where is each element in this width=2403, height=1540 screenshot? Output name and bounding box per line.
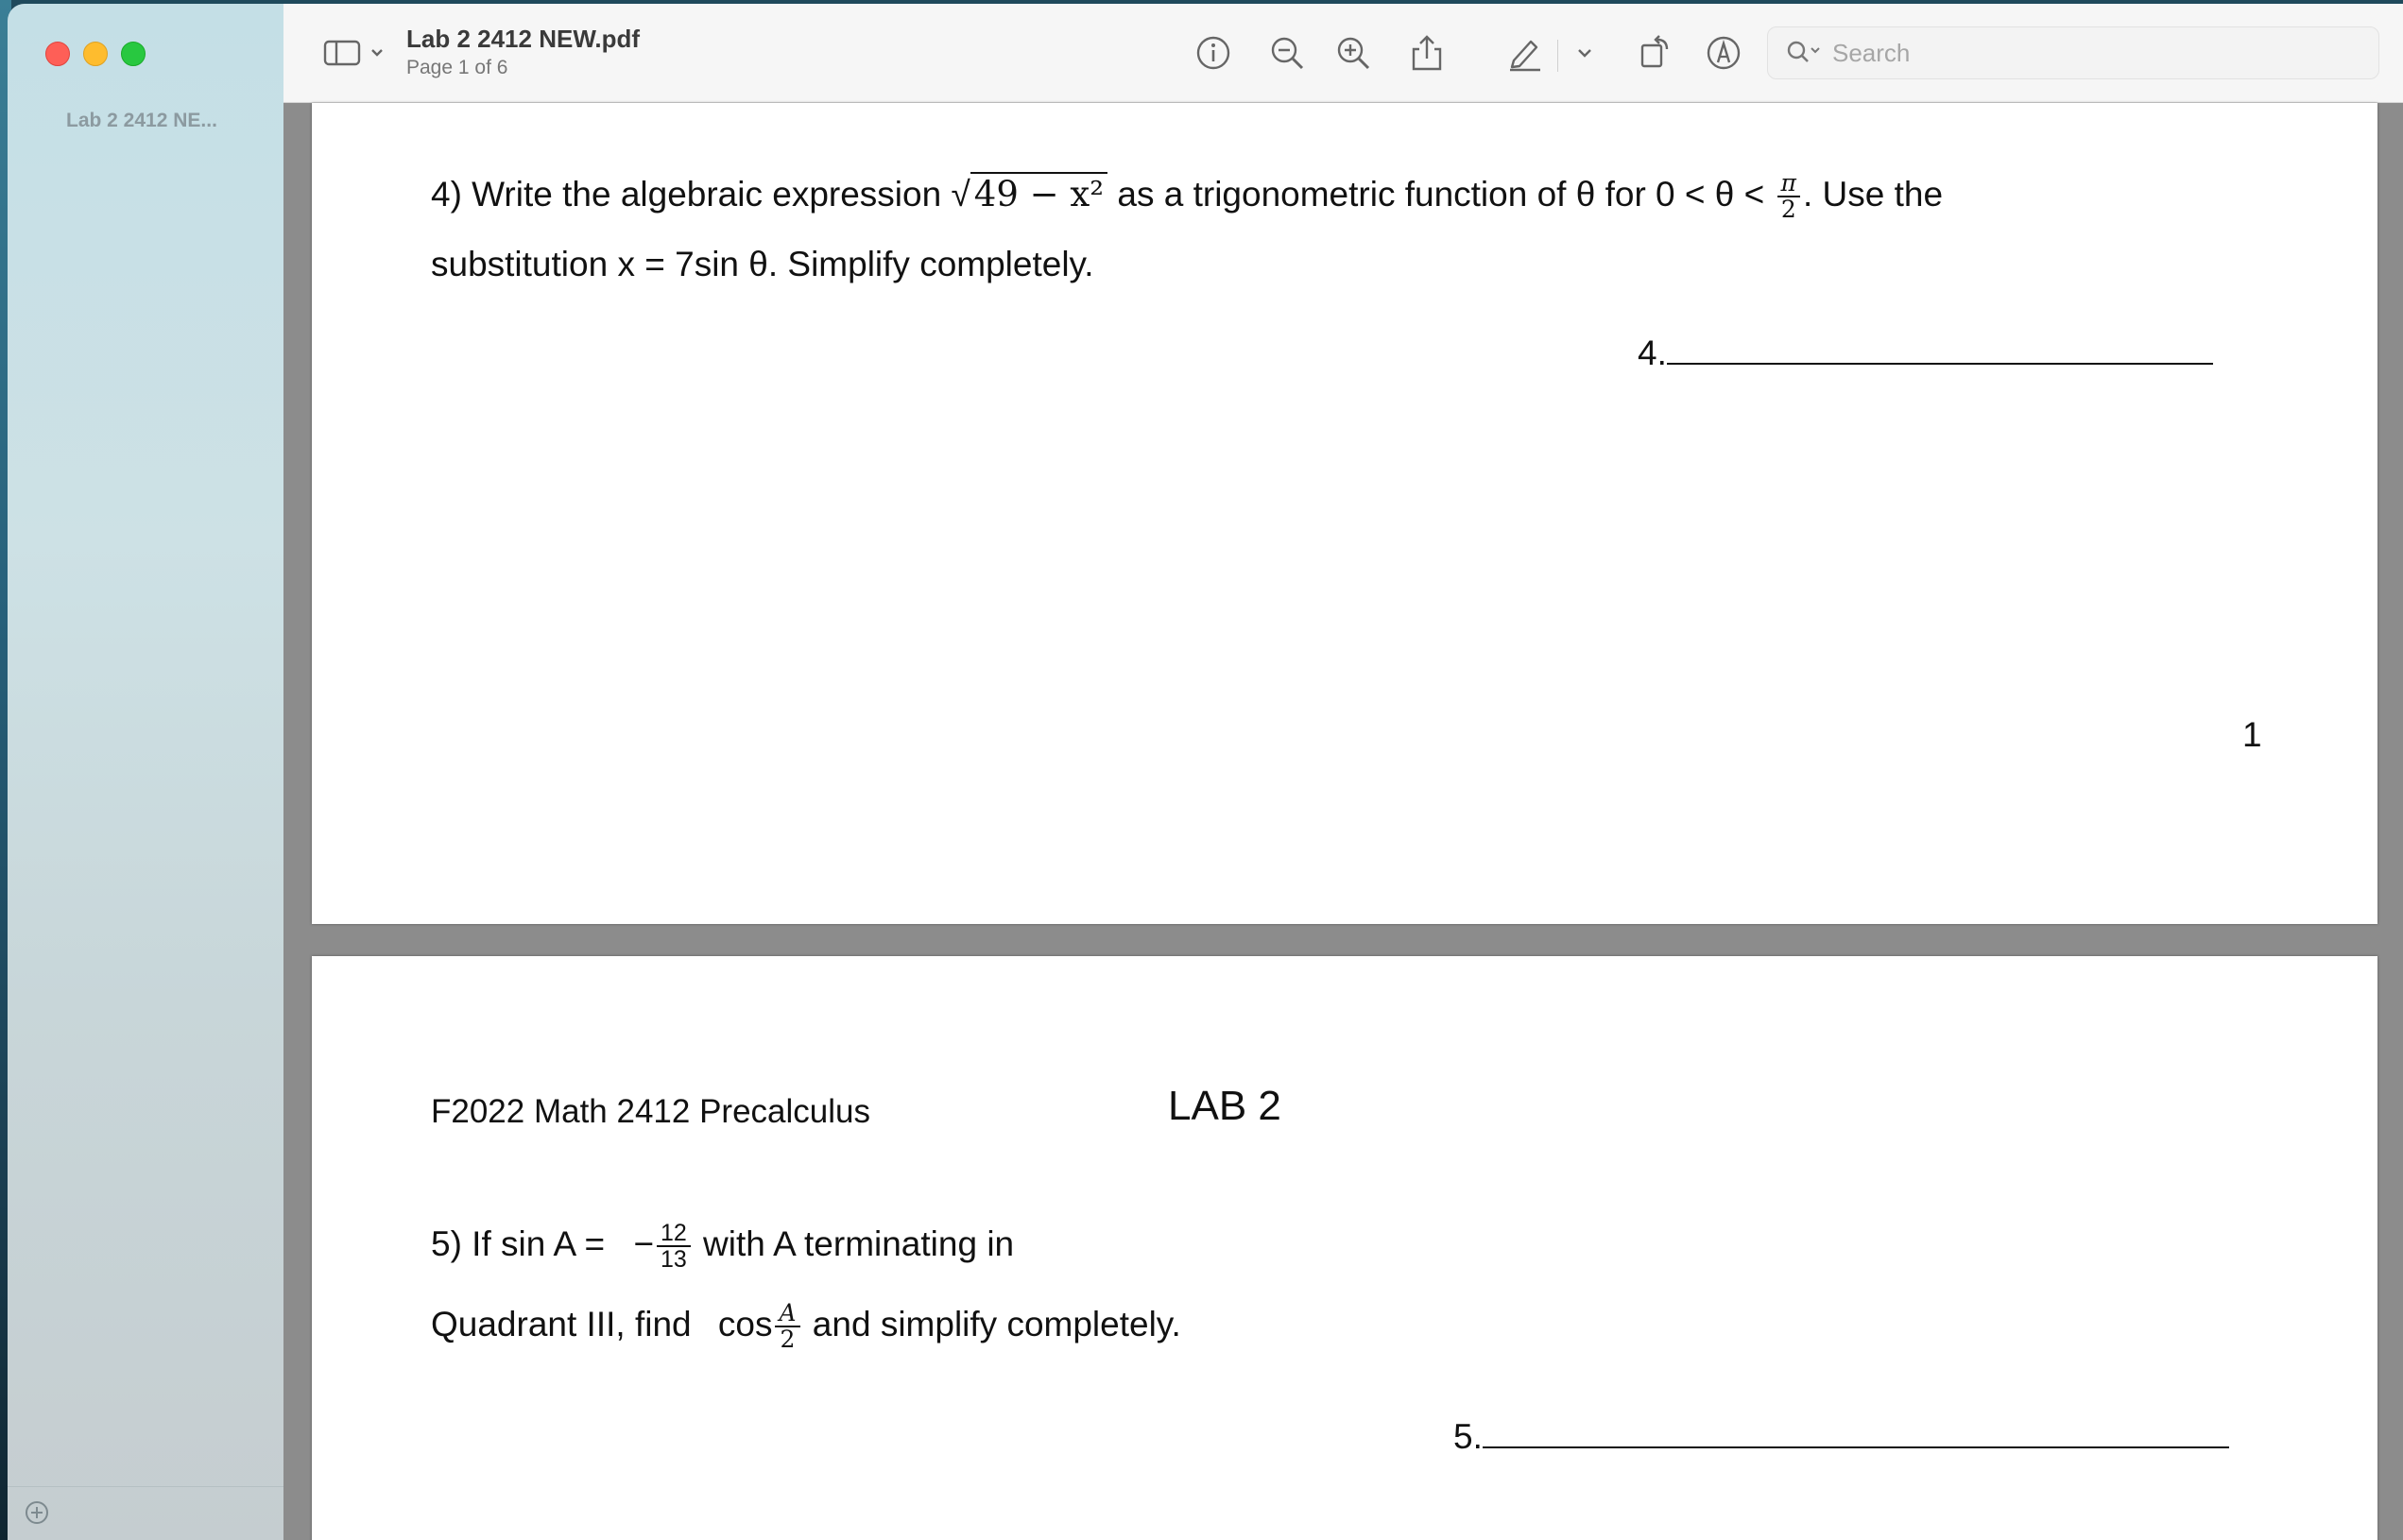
markup-pen-icon (1705, 34, 1742, 72)
question-4-middle: as a trigonometric function of θ for 0 < θ < (1107, 175, 1775, 214)
radical-expression: √ 49 − x² (951, 174, 1107, 214)
highlighter-icon (1506, 34, 1544, 72)
answer-4-label: 4. (1638, 334, 1667, 372)
document-pane[interactable] (283, 103, 2403, 1540)
a-over-2-fraction (775, 1301, 799, 1353)
question-4-suffix: . Use the (1802, 175, 1944, 214)
zoom-in-icon (1335, 35, 1371, 71)
add-icon[interactable] (25, 1500, 49, 1525)
document-title: Lab 2 2412 NEW.pdf (406, 25, 641, 53)
question-5-suffix: with A terminating in (693, 1224, 1015, 1264)
zoom-out-icon (1269, 35, 1305, 71)
share-icon (1409, 34, 1445, 72)
page-number: 1 (2242, 715, 2262, 754)
markup-button[interactable] (1703, 32, 1744, 74)
pi-over-2-fraction (1777, 171, 1800, 223)
sidebar-document-item[interactable]: Lab 2 2412 NE... (66, 110, 217, 131)
fraction-numerator: A (775, 1301, 799, 1327)
answer-5-line (1483, 1439, 2229, 1448)
minimize-window-button[interactable] (83, 42, 108, 66)
info-button[interactable] (1193, 32, 1234, 74)
info-icon (1195, 35, 1231, 71)
lab-title: LAB 2 (1168, 1083, 1281, 1129)
question-5-prefix: 5) If sin A = (431, 1224, 615, 1264)
zoom-out-button[interactable] (1266, 32, 1308, 74)
question-4-line-2: substitution x = 7sin θ. Simplify completely. (431, 245, 1094, 283)
preview-window (8, 4, 2403, 1540)
close-window-button[interactable] (45, 42, 70, 66)
search-icon (1785, 39, 1823, 67)
rotate-button[interactable] (1635, 32, 1676, 74)
zoom-window-button[interactable] (121, 42, 146, 66)
answer-5-blank (1453, 1417, 2229, 1457)
answer-4-blank (1638, 334, 2213, 373)
toolbar (283, 4, 2403, 103)
question-4-prefix: 4) Write the algebraic expression (431, 175, 952, 214)
answer-4-line (1667, 355, 2213, 365)
share-button[interactable] (1406, 32, 1448, 74)
sidebar-icon (323, 39, 386, 67)
cosine-label: cos (717, 1305, 773, 1344)
question-5-find: Quadrant III, find (431, 1305, 701, 1344)
highlight-button[interactable] (1504, 32, 1546, 74)
negative-sign: − (633, 1224, 654, 1264)
course-header: F2022 Math 2412 Precalculus (431, 1093, 870, 1130)
sidebar-toggle-button[interactable] (321, 32, 387, 74)
chevron-down-icon (1576, 47, 1593, 59)
question-4-line-1 (431, 171, 1943, 223)
fraction-numerator: 12 (657, 1221, 691, 1247)
pdf-page-1 (312, 103, 2377, 924)
fraction-numerator: π (1777, 171, 1800, 197)
answer-5-label: 5. (1453, 1417, 1483, 1456)
pdf-page-2 (312, 956, 2377, 1540)
search-input[interactable] (1830, 36, 2363, 70)
page-indicator: Page 1 of 6 (406, 57, 508, 78)
toolbar-separator (1557, 40, 1558, 72)
question-5-simplify: and simplify completely. (802, 1305, 1181, 1344)
fraction-denominator: 2 (1780, 196, 1796, 224)
sidebar (8, 4, 284, 1540)
sidebar-footer (8, 1486, 283, 1540)
zoom-in-button[interactable] (1332, 32, 1374, 74)
highlight-options-button[interactable] (1571, 32, 1599, 74)
twelve-thirteenths-fraction (657, 1221, 691, 1273)
rotate-icon (1637, 34, 1674, 72)
question-5-line-2 (431, 1301, 1181, 1353)
question-5-line-1 (431, 1221, 1014, 1273)
fraction-denominator: 2 (780, 1326, 796, 1354)
fraction-denominator: 13 (660, 1246, 687, 1274)
search-field[interactable] (1767, 26, 2379, 79)
radicand: 49 − x² (970, 172, 1107, 214)
